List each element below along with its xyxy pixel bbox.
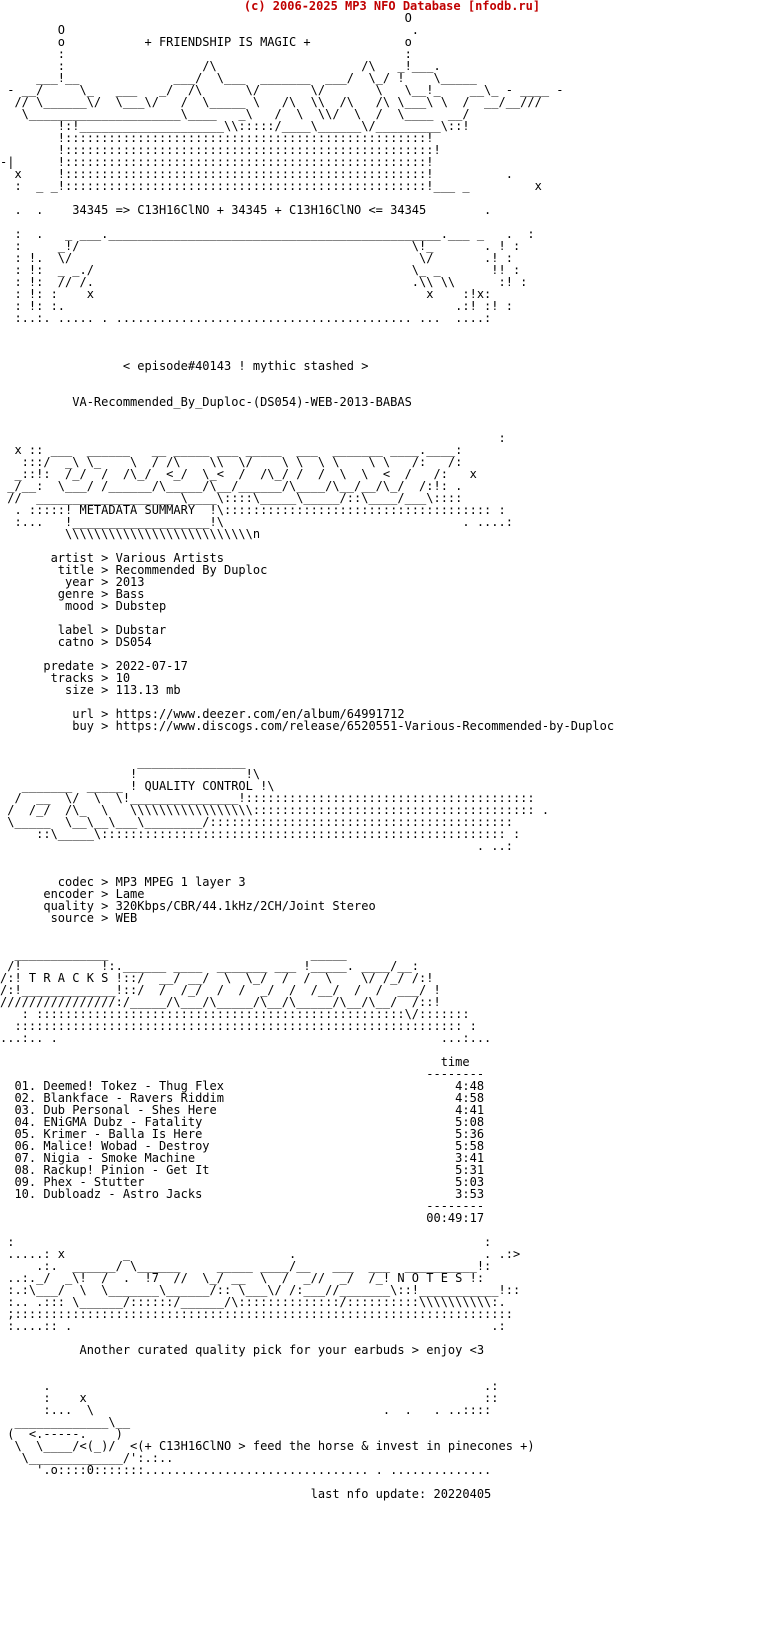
nfo-source-header: (c) 2006-2025 MP3 NFO Database [nfodb.ru] (243, 0, 541, 13)
nfo-text-body: O O . o + FRIENDSHIP IS MAGIC + o : : : /\ /\ _!___. ___!__ ___/ \___ _______ ___/ \_/ ! \_____ - __/ \_ ___ _/ /\ \/ \/ \ \__!_ __\_ - ____ - // \______\/ \___\/ / \_____ \ /\ \\ /\ /\ \___\ \ / __/__/// \_____________________\____ _\ / \ \\/ \ / \____ __/ !:!____________________\\:::::/____\______\/_________\::! !::::::::::::::::::::::::::::::::::::::::::::::::::! !:::::::::::::::::::::::::::::::::::::::::::::::::::! -| !::::::::::::::::::::::::::::::::::::::::::::::::::! x !::::::::::::::::::::::::::::::::::::::::::::::::::! . : _ _!::::::::::::::::::::::::::::::::::::::::::::::::::!___ _ x . . 34345 => C13H16ClNO + 34345 + C13H16ClNO <= 34345 . : . _ ___.______________________________________________.___ _ . : : _!/ \!_ . ! : : !. \/ \/ .! : : !: _ _./ \_ _ !! : : !: // /. .\\ \\ :! : : !: : x x :!x: : !: :. .:! :! : :..:. ..... . ......................................... ... ....: < episode#40143 ! mythic stashed > VA-Recommended_By_Duploc-(DS054)-WEB-2013-BABAS : x :: ___ ______ __ _____ ___ _____ ___ _______ ____.____: :::/ _\ \_ \ / /\ \\ \/ \ \ \ \ \ \ /: /: _::!: /_/ / /\_/ <_/ \_< / /\_/ / / \ \ < / /: x _/__: \___/ /______/\_____/\__/______/\____/\__/__/\_/ /:!: . // ___________________ \____\::::\_____\_____/::\____/___\:::: . :::::! METADATA SUMMARY !\::::::::::::::::::::::::::::::::::::: : :... !___________________!\ . ....: \\\\\\\\\\\\\\\\\\\\\\\\\\n artist > Various Artists title > Recommended By Duploc year > 2013 genre > Bass mood > Dubstep label > Dubstar catno > DS054 predate > 2022-07-17 tracks > 10 size > 113.13 mb url > https://www.deezer.com/en/album/64991712 buy > https://www.discogs.com/release/6520551-Various-Recommended-by-Duploc _______________ ! !\ _______ _____ ! QUALITY CONTROL !\ / __ \/ \ \!_______________!:::::::::::::::::::::::::::::::::::::::: / /_/ /\_ \ \\\\\\\\\\\\\\\\\::::::::::::::::::::::::::::::::::::::: . \_____ \__\__\___\________/:::::::::::::::::::::::::::::::::::::::::: ::\_____\:::::::::::::::::::::::::::::::::::::::::::::::::::::::: : . ..: codec > MP3 MPEG 1 layer 3 encoder > Lame quality > 320Kbps/CBR/44.1kHz/2CH/Joint Stereo source > WEB _____________ _____ /! !:.______ ____ _______ ___ !_____. ____/__: /:! T R A C K S !::/ __/ __/ \ \_/ / / \ \/ /_/ /:! /:!_____________!::/ / /_/ / / _/ / /__/ / / ___/ ! ////////////////:/_____/\___/\_____/\__/\_____/\__/\__/ /::! : :::::::::::::::::::::::::::::::::::::::::::::::::::\/::::::: :::::::::::::::::::::::::::::::::::::::::::::::::::::::::::::: : ...:.. . ...:... time -------- 01. Deemed! Tokez - Thug Flex 4:48 02. Blankface - Ravers Riddim 4:58 03. Dub Personal - Shes Here 4:41 04. ENiGMA Dubz - Fatality 5:08 05. Krimer - Balla Is Here 5:36 06. Malice! Wobad - Destroy 5:58 07. Nigia - Smoke Machine 3:41 08. Rackup! Pinion - Get It 5:31 09. Phex - Stutter 5:03 10. Dubloadz - Astro Jacks 3:53 -------- 00:49:17 : : .....: x _ . . .:> .:. ______/ \______ _____ ____/__ ___ ___ __________!: ..:._/ _\! / . !7 // \_/ __ \ / _// _/ /_! N O T E S !: :.:\___/ \ \_______\______/:: \___\/ /:___//_______\::!___________!:: :.. .::: \______/::::::/______/\::::::::::::::/::::::::::\\\\\\\\\\:. ;::::::::::::::::::::::::::::::::::::::::::::::::::::::::::::::::::::: :....:: . .: Another curated quality pick for your earbuds > enjoy <3 . .: : x :: :... \ . . . ..:::: _____________\__ ( <.-----. ) \ \____/<(_)/ <(+ C13H16ClNO > feed the horse & invest in pinecones +) \_____________/':.:.. '.o::::0:::::::............................... . .............. last nfo update: 20220405 (0, 11, 615, 1501)
